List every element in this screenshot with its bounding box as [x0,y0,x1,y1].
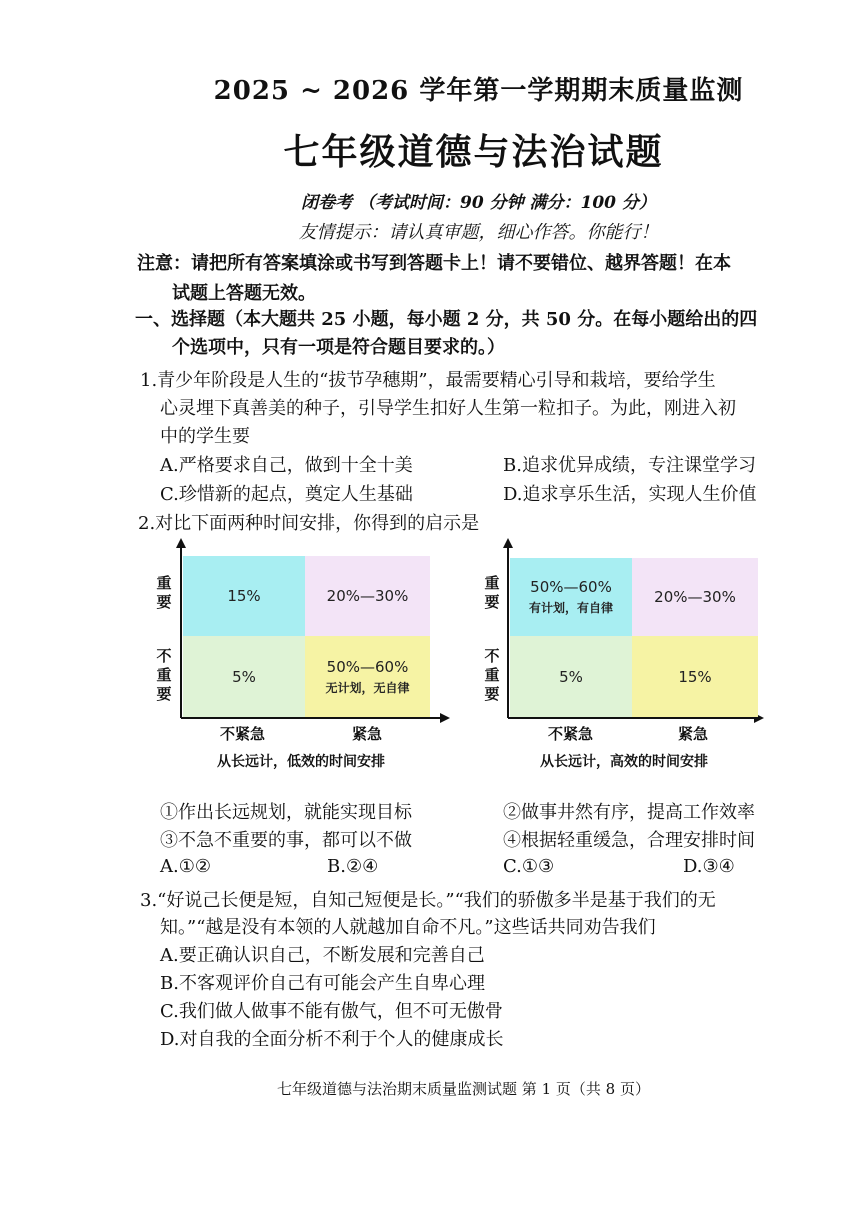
q3-stem-line-1: 3.“好说己长便是短，自知己短便是长。”“我们的骄傲多半是基于我们的无 [140,890,716,911]
cell-unimportant-not-urgent [183,636,305,717]
y-label-unimportant: 不重要 [156,647,172,703]
q2-option-b: B.②④ [327,856,379,877]
cell-value: 20%—30% [326,587,409,605]
chart-caption: 从长远计，高效的时间安排 [540,754,708,770]
cell-note: 无计划，无自律 [325,680,410,695]
notice-line-1: 注意：请把所有答案填涂或书写到答题卡上！请不要错位、越界答题！在本 [137,253,731,274]
x-label-not-urgent: 不紧急 [220,725,266,743]
exam-period-title: 2025 ~ 2026 学年第一学期期末质量监测 [213,76,744,106]
q1-option-b: B.追求优异成绩，专注课堂学习 [503,455,756,476]
cell-value: 50%—60% [326,657,409,676]
cell-value: 15% [227,587,261,605]
notice-line-2: 试题上答题无效。 [172,283,316,304]
q3-option-a: A.要正确认识自己，不断发展和完善自己 [160,945,485,966]
y-axis-arrow [176,538,186,548]
time-matrix-high-efficiency [478,538,778,773]
y-axis-arrow [503,538,513,548]
y-label-important: 重要 [484,574,500,611]
q2-stem: 2.对比下面两种时间安排，你得到的启示是 [138,513,480,534]
y-label-important: 重要 [156,574,172,611]
q3-option-c: C.我们做人做事不能有傲气，但不可无傲骨 [160,1001,503,1022]
q2-statement-2: ②做事井然有序，提高工作效率 [503,802,755,823]
q1-option-c: C.珍惜新的起点，奠定人生基础 [160,484,413,505]
q2-statement-4: ④根据轻重缓急，合理安排时间 [503,830,755,851]
section-heading-line-2: 个选项中，只有一项是符合题目要求的。） [172,337,505,358]
q3-stem-line-2: 知。”“越是没有本领的人就越加自命不凡。”这些话共同劝告我们 [160,917,656,938]
exam-meta: 闭卷考 （考试时间：90 分钟 满分：100 分） [301,193,656,213]
x-axis-arrow [440,713,450,723]
cell-note: 有计划，有自律 [528,601,613,615]
cell-value: 20%—30% [654,588,736,606]
friendly-tip: 友情提示：请认真审题，细心作答。你能行！ [298,222,659,243]
y-label-unimportant: 不重要 [484,647,500,703]
q2-option-c: C.①③ [503,856,555,877]
cell-unimportant-urgent [632,636,758,717]
q1-option-d: D.追求享乐生活，实现人生价值 [503,484,757,505]
x-label-not-urgent: 不紧急 [548,725,594,743]
section-heading-line-1: 一、选择题（本大题共 25 小题，每小题 2 分，共 50 分。在每小题给出的四 [135,309,758,330]
page-footer: 七年级道德与法治期末质量监测试题 第 1 页（共 8 页） [277,1080,650,1098]
q2-statement-1: ①作出长远规划，就能实现目标 [160,802,412,823]
time-matrix-low-efficiency [150,538,450,773]
q3-option-d: D.对自我的全面分析不利于个人的健康成长 [160,1029,504,1050]
cell-value: 50%—60% [530,578,612,596]
x-label-urgent: 紧急 [678,725,709,743]
q3-option-b: B.不客观评价自己有可能会产生自卑心理 [160,973,485,994]
cell-important-urgent [632,558,758,636]
x-label-urgent: 紧急 [352,725,383,743]
cell-unimportant-urgent [305,636,430,717]
cell-value: 15% [678,667,712,686]
exam-subject-title: 七年级道德与法治试题 [283,131,664,173]
cell-important-not-urgent [510,558,632,636]
cell-important-urgent [305,556,430,636]
q2-option-d: D.③④ [683,856,735,877]
cell-important-not-urgent [183,556,305,636]
q1-option-a: A.严格要求自己，做到十全十美 [160,455,413,476]
q1-stem-line-2: 心灵埋下真善美的种子，引导学生扣好人生第一粒扣子。为此，刚进入初 [160,398,736,419]
q1-stem-line-3: 中的学生要 [160,426,250,447]
q2-option-a: A.①② [160,856,211,877]
q1-stem-line-1: 1.青少年阶段是人生的“拔节孕穗期”，最需要精心引导和栽培，要给学生 [140,370,716,391]
cell-value: 5% [232,667,256,686]
cell-value: 5% [559,667,583,686]
chart-caption: 从长远计，低效的时间安排 [217,754,385,770]
cell-unimportant-not-urgent [510,636,632,717]
q2-statement-3: ③不急不重要的事，都可以不做 [160,830,412,851]
